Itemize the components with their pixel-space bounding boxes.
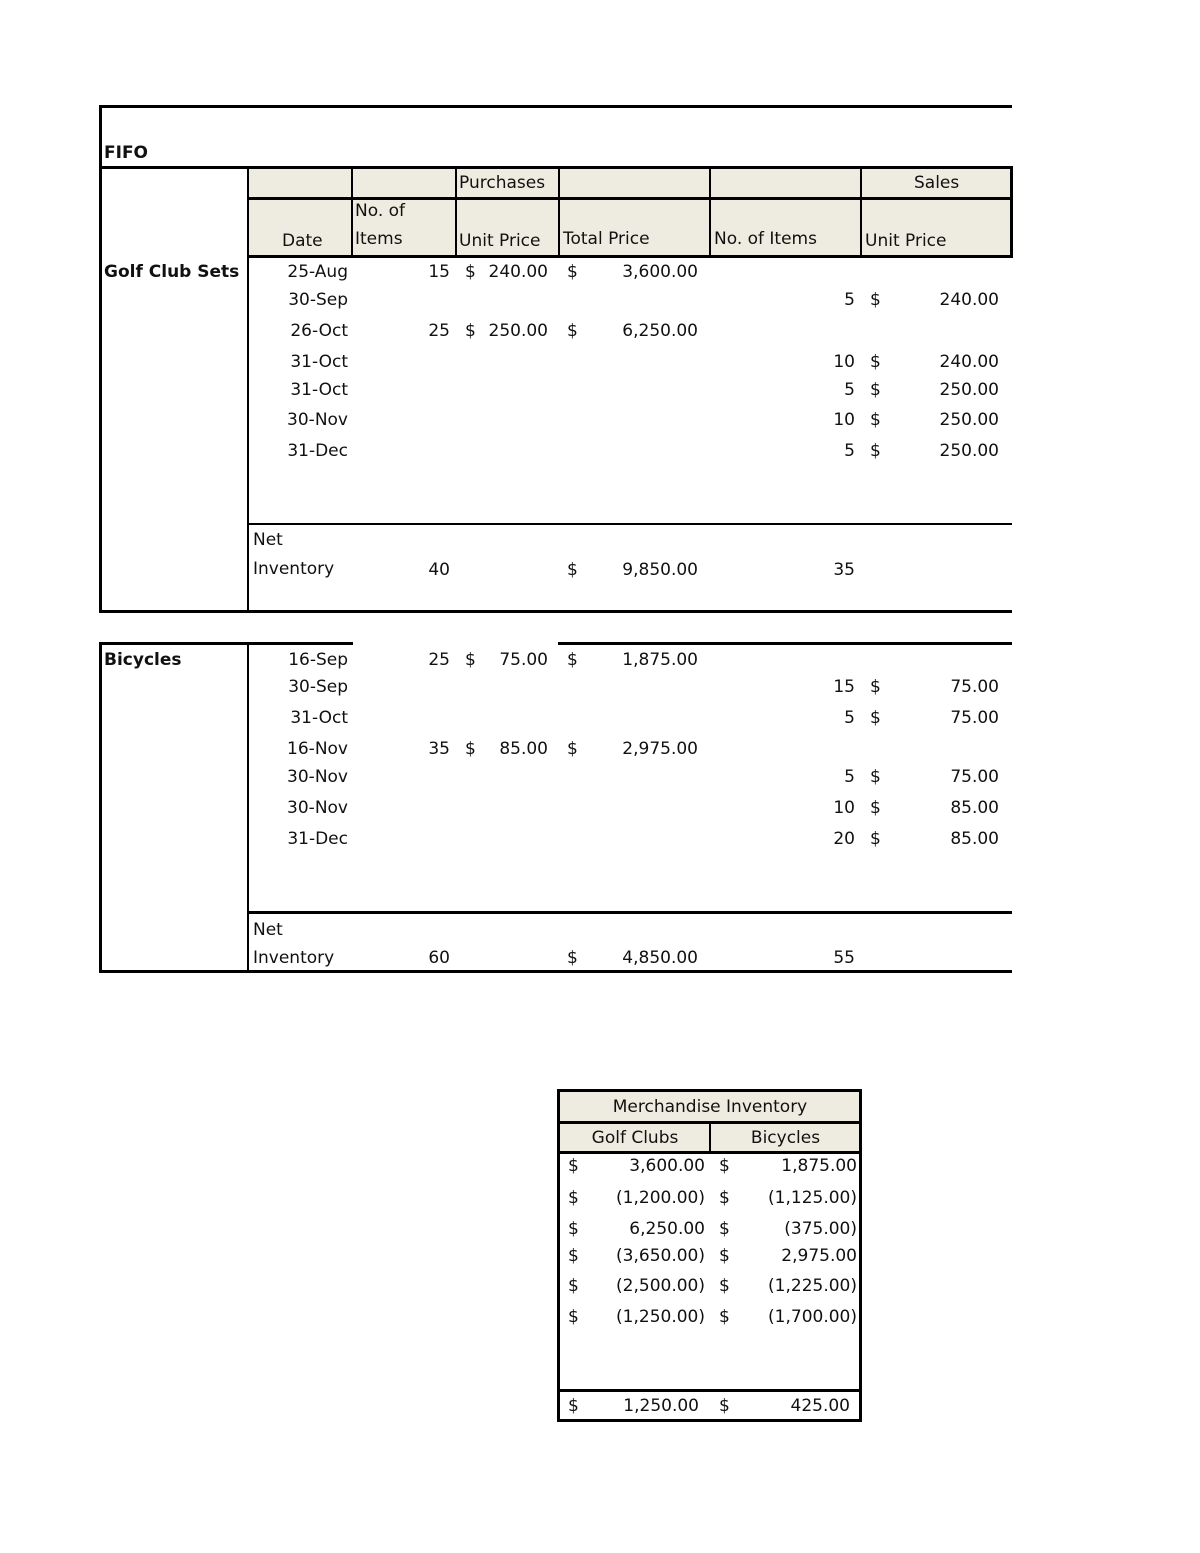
- merch-golf-currency: $: [568, 1246, 579, 1266]
- row-purchase-total: 2,975.00: [622, 739, 698, 759]
- merch-bikes-currency: $: [719, 1219, 730, 1239]
- row-sales-items: 5: [844, 441, 855, 461]
- row-date: 26-Oct: [290, 321, 348, 341]
- bikes-net-sales-items: 55: [833, 948, 855, 968]
- row-sales-unit-price: 85.00: [950, 829, 999, 849]
- bikes-net-total: 4,850.00: [622, 948, 698, 968]
- row-sales-currency: $: [870, 798, 881, 818]
- merch-golf-value: (1,200.00): [616, 1188, 705, 1208]
- merch-total-bikes-currency: $: [719, 1396, 730, 1416]
- golf-net-label: Net: [253, 530, 283, 550]
- row-date: 30-Sep: [288, 290, 348, 310]
- row-sales-items: 5: [844, 708, 855, 728]
- row-sales-currency: $: [870, 352, 881, 372]
- row-date: 16-Nov: [287, 739, 348, 759]
- row-date: 30-Nov: [287, 410, 348, 430]
- row-date: 16-Sep: [288, 650, 348, 670]
- row-sales-unit-price: 250.00: [939, 441, 999, 461]
- row-sales-unit-price: 240.00: [939, 352, 999, 372]
- merch-bikes-currency: $: [719, 1246, 730, 1266]
- merch-bikes-value: 1,875.00: [781, 1156, 857, 1176]
- merch-total-golf-currency: $: [568, 1396, 579, 1416]
- header-sales: Sales: [914, 173, 960, 193]
- row-purchase-currency: $: [465, 262, 476, 282]
- row-sales-items: 10: [833, 352, 855, 372]
- row-purchase-currency: $: [465, 739, 476, 759]
- header-sales-no-of-items: No. of Items: [714, 229, 817, 249]
- row-purchase-total-currency: $: [567, 650, 578, 670]
- row-purchase-total-currency: $: [567, 262, 578, 282]
- row-date: 30-Nov: [287, 798, 348, 818]
- row-sales-unit-price: 75.00: [950, 767, 999, 787]
- row-sales-items: 5: [844, 767, 855, 787]
- row-date: 31-Oct: [290, 708, 348, 728]
- row-purchase-total: 6,250.00: [622, 321, 698, 341]
- merch-bikes-value: (1,225.00): [768, 1276, 857, 1296]
- bikes-net-label: Net: [253, 920, 283, 940]
- merch-col-bicycles: Bicycles: [750, 1128, 821, 1148]
- merch-bikes-value: (1,125.00): [768, 1188, 857, 1208]
- section-label-bicycles: Bicycles: [104, 650, 182, 670]
- header-purchases: Purchases: [459, 173, 546, 193]
- bikes-net-items: 60: [428, 948, 450, 968]
- merch-golf-value: 3,600.00: [629, 1156, 705, 1176]
- row-purchase-unit-price: 240.00: [488, 262, 548, 282]
- row-sales-items: 5: [844, 290, 855, 310]
- header-total-price: Total Price: [563, 229, 650, 249]
- section-label-golf: Golf Club Sets: [104, 262, 240, 282]
- row-sales-currency: $: [870, 677, 881, 697]
- row-sales-unit-price: 85.00: [950, 798, 999, 818]
- merch-golf-value: 6,250.00: [629, 1219, 705, 1239]
- merch-golf-currency: $: [568, 1307, 579, 1327]
- row-sales-items: 20: [833, 829, 855, 849]
- row-sales-currency: $: [870, 290, 881, 310]
- row-date: 25-Aug: [287, 262, 348, 282]
- row-purchase-items: 35: [428, 739, 450, 759]
- row-date: 30-Sep: [288, 677, 348, 697]
- merch-golf-value: (1,250.00): [616, 1307, 705, 1327]
- row-sales-currency: $: [870, 708, 881, 728]
- merch-col-golf: Golf Clubs: [591, 1128, 679, 1148]
- row-sales-items: 5: [844, 380, 855, 400]
- merch-bikes-currency: $: [719, 1156, 730, 1176]
- merch-bikes-currency: $: [719, 1188, 730, 1208]
- row-purchase-items: 25: [428, 321, 450, 341]
- merch-bikes-currency: $: [719, 1276, 730, 1296]
- row-sales-unit-price: 240.00: [939, 290, 999, 310]
- row-date: 31-Oct: [290, 352, 348, 372]
- row-purchase-unit-price: 85.00: [499, 739, 548, 759]
- golf-net-items: 40: [428, 560, 450, 580]
- header-no-of-items: No. of: [355, 201, 406, 221]
- row-purchase-currency: $: [465, 650, 476, 670]
- row-sales-unit-price: 75.00: [950, 677, 999, 697]
- merch-title: Merchandise Inventory: [612, 1097, 808, 1117]
- row-sales-currency: $: [870, 829, 881, 849]
- row-sales-currency: $: [870, 441, 881, 461]
- page-title: FIFO: [104, 143, 149, 163]
- merch-total-golf: 1,250.00: [623, 1396, 699, 1416]
- row-date: 31-Oct: [290, 380, 348, 400]
- merch-bikes-value: (375.00): [784, 1219, 857, 1239]
- bikes-inventory-label: Inventory: [253, 948, 335, 968]
- header-items: Items: [355, 229, 403, 249]
- merch-bikes-value: 2,975.00: [781, 1246, 857, 1266]
- row-sales-currency: $: [870, 410, 881, 430]
- merch-bikes-currency: $: [719, 1307, 730, 1327]
- bikes-net-currency: $: [567, 948, 578, 968]
- merch-golf-value: (2,500.00): [616, 1276, 705, 1296]
- row-purchase-total-currency: $: [567, 739, 578, 759]
- row-sales-items: 10: [833, 798, 855, 818]
- merch-golf-currency: $: [568, 1276, 579, 1296]
- row-sales-unit-price: 250.00: [939, 380, 999, 400]
- row-sales-items: 10: [833, 410, 855, 430]
- header-sales-unit-price: Unit Price: [865, 231, 947, 251]
- header-date: Date: [282, 231, 323, 251]
- row-date: 31-Dec: [287, 441, 348, 461]
- golf-net-sales-items: 35: [833, 560, 855, 580]
- row-sales-unit-price: 250.00: [939, 410, 999, 430]
- row-purchase-total: 3,600.00: [622, 262, 698, 282]
- row-purchase-unit-price: 250.00: [488, 321, 548, 341]
- row-sales-currency: $: [870, 380, 881, 400]
- merch-golf-currency: $: [568, 1188, 579, 1208]
- row-date: 30-Nov: [287, 767, 348, 787]
- merch-bikes-value: (1,700.00): [768, 1307, 857, 1327]
- row-sales-unit-price: 75.00: [950, 708, 999, 728]
- merch-golf-value: (3,650.00): [616, 1246, 705, 1266]
- row-purchase-total: 1,875.00: [622, 650, 698, 670]
- header-unit-price: Unit Price: [459, 231, 541, 251]
- golf-net-currency: $: [567, 560, 578, 580]
- golf-inventory-label: Inventory: [253, 559, 335, 579]
- row-date: 31-Dec: [287, 829, 348, 849]
- merch-golf-currency: $: [568, 1219, 579, 1239]
- row-sales-items: 15: [833, 677, 855, 697]
- row-purchase-items: 25: [428, 650, 450, 670]
- golf-net-total: 9,850.00: [622, 560, 698, 580]
- row-sales-currency: $: [870, 767, 881, 787]
- merch-total-bikes: 425.00: [790, 1396, 850, 1416]
- row-purchase-total-currency: $: [567, 321, 578, 341]
- row-purchase-unit-price: 75.00: [499, 650, 548, 670]
- row-purchase-items: 15: [428, 262, 450, 282]
- row-purchase-currency: $: [465, 321, 476, 341]
- merch-golf-currency: $: [568, 1156, 579, 1176]
